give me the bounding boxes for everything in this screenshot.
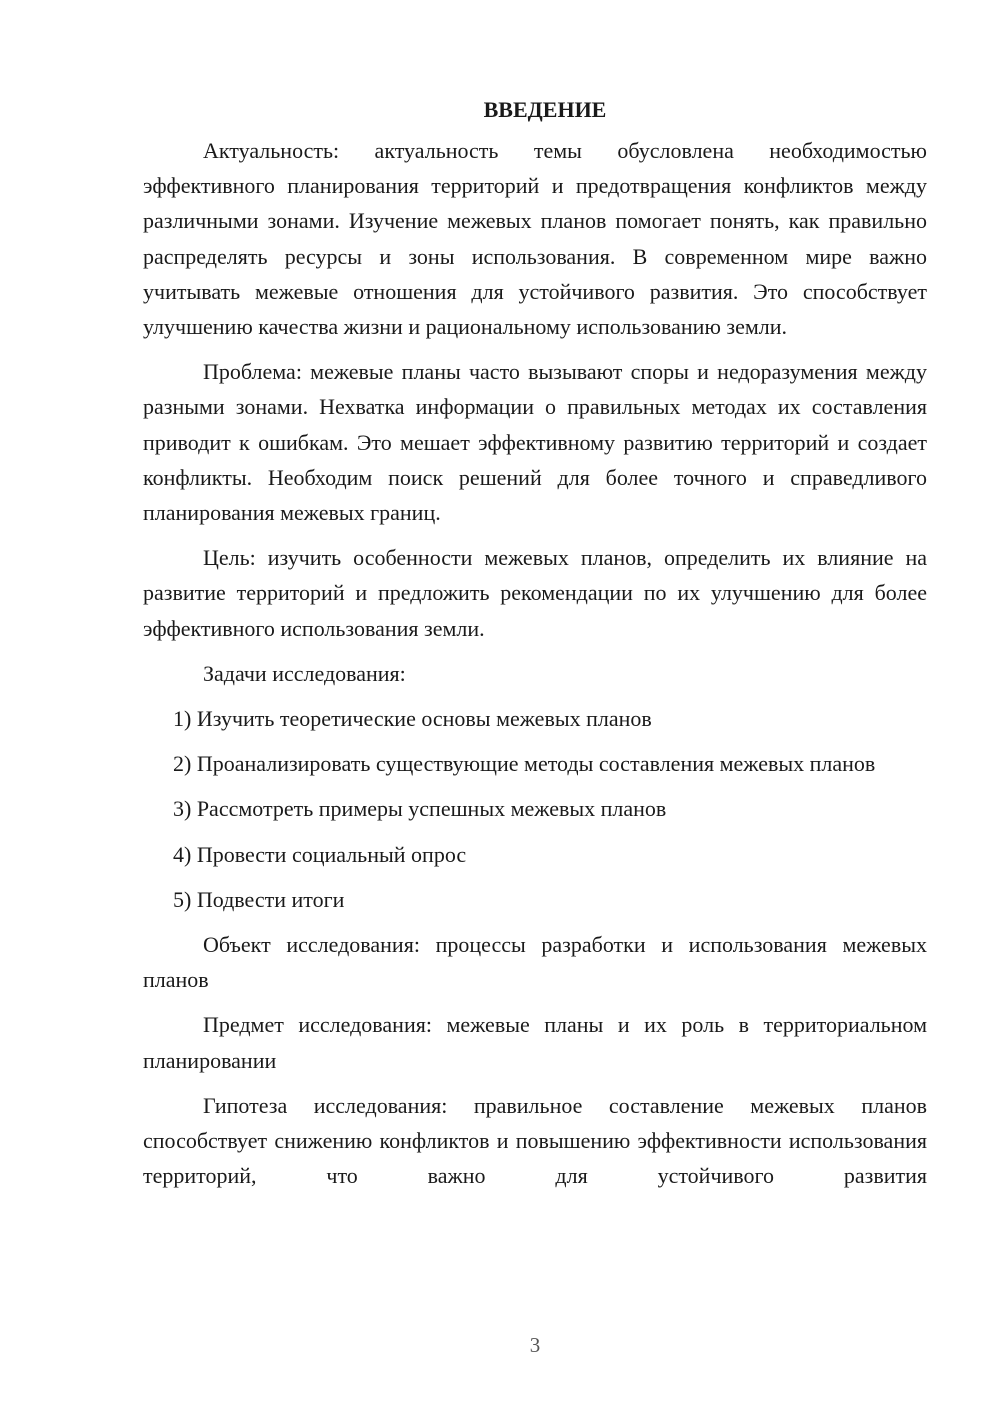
task-item-1: 1) Изучить теоретические основы межевых планов <box>173 706 652 732</box>
task-item-2: 2) Проанализировать существующие методы составления межевых планов <box>173 751 876 777</box>
page-number: 3 <box>529 1333 541 1357</box>
paragraph-object: Объект исследования: процессы разработки и использования межевых планов <box>143 932 927 993</box>
task-item-5: 5) Подвести итоги <box>173 886 345 912</box>
paragraph-hypothesis: Гипотеза исследования: правильное составление межевых планов способствует снижению конфликтов и повышению эффективности использования территорий, что важно для устойчивого развития <box>143 1092 927 1189</box>
tasks-title: Задачи исследования: <box>203 660 406 686</box>
paragraph-problem: Проблема: межевые планы часто вызывают споры и недоразумения между разными зонами. Нехватка информации о правильных методах их составления приводит к ошибкам. Это мешает эффективному развитию территорий и создает конфликты. Необходим поиск решений для более точного и справедливого планирования межевых границ. <box>143 359 927 526</box>
paragraph-goal: Цель: изучить особенности межевых планов, определить их влияние на развитие территорий и предложить рекомендации по их улучшению для более эффективного использования земли. <box>143 545 927 641</box>
paragraph-relevance: Актуальность: актуальность темы обусловлена необходимостью эффективного планирования территорий и предотвращения конфликтов между различными зонами. Изучение межевых планов помогает понять, как правильно распределять ресурсы и зоны использования. В современном мире важно учитывать межевые отношения для устойчивого развития. Это способствует улучшению качества жизни и рациональному использованию земли. <box>143 138 927 340</box>
task-item-3: 3) Рассмотреть примеры успешных межевых планов <box>173 796 667 822</box>
task-item-4: 4) Провести социальный опрос <box>173 841 467 867</box>
section-heading: ВВЕДЕНИЕ <box>483 97 607 122</box>
document-page <box>143 92 927 1203</box>
paragraph-subject: Предмет исследования: межевые планы и их роль в территориальном планировании <box>143 1012 927 1073</box>
